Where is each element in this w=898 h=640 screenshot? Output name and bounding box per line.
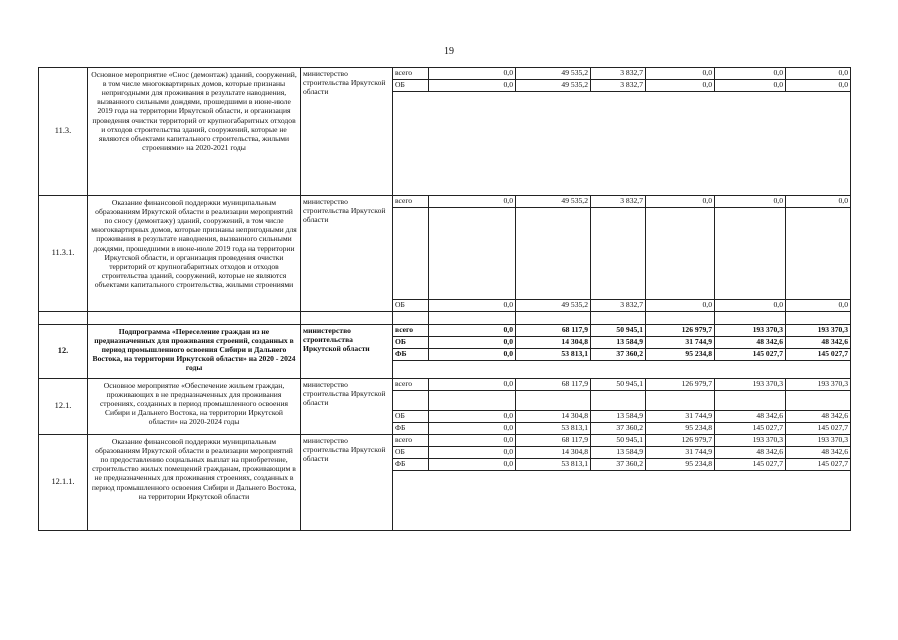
amount-cell: 31 744,9 xyxy=(646,411,715,423)
row-description: Оказание финансовой поддержки муниципальным образованиям Иркутской области в реализации мероприятий по предоставлению социальных выплат на приобретение, строительство жилых помещений гражданам, проживающим в не предназначенных для проживания строениях, созданных в период промышленного освоения Сибири и Дальнего Востока, на территории Иркутской области xyxy=(88,435,301,531)
row-description: Оказание финансовой поддержки муниципальным образованиям Иркутской области в реализации мероприятий по сносу (демонтажу) зданий, сооружений, в том числе многоквартирных домов, которые признаны непригодными для проживания в результате наводнения, вызванного сильными дождями, прошедшими в июне-июле 2019 года на территории Иркутской области, и организация проведения очистки территорий от крупногабаритных отходов и отходов строительства зданий, сооружений, которые не являются объектами капитального строительства, жилыми строениями xyxy=(88,196,301,312)
empty-cell xyxy=(715,208,786,300)
amount-cell: 0,0 xyxy=(429,196,516,208)
amount-cell: 48 342,6 xyxy=(786,447,851,459)
amount-cell: 0,0 xyxy=(715,80,786,92)
amount-cell: 48 342,6 xyxy=(715,447,786,459)
funding-source: ОБ xyxy=(393,337,429,349)
amount-cell: 31 744,9 xyxy=(646,337,715,349)
amount-cell: 0,0 xyxy=(429,349,516,361)
amount-cell: 49 535,2 xyxy=(516,196,591,208)
amount-cell: 95 234,8 xyxy=(646,459,715,471)
row-number: 11.3. xyxy=(39,68,88,196)
amount-cell: 50 945,1 xyxy=(591,325,646,337)
amount-cell: 0,0 xyxy=(429,423,516,435)
row-number: 12.1. xyxy=(39,379,88,435)
amount-cell: 193 370,3 xyxy=(786,325,851,337)
amount-cell: 50 945,1 xyxy=(591,379,646,391)
amount-cell: 3 832,7 xyxy=(591,80,646,92)
amount-cell: 0,0 xyxy=(429,379,516,391)
amount-cell: 68 117,9 xyxy=(516,325,591,337)
amount-cell: 95 234,8 xyxy=(646,423,715,435)
amount-cell: 37 360,2 xyxy=(591,349,646,361)
empty-cell xyxy=(429,312,516,325)
amount-cell: 13 584,9 xyxy=(591,411,646,423)
empty-cell xyxy=(393,391,429,411)
amount-cell: 50 945,1 xyxy=(591,435,646,447)
funding-source: всего xyxy=(393,435,429,447)
empty-cell xyxy=(516,391,591,411)
funding-source: ФБ xyxy=(393,349,429,361)
amount-cell: 0,0 xyxy=(429,68,516,80)
row-responsible: министерство строительства Иркутской области xyxy=(301,379,393,435)
funding-source: всего xyxy=(393,68,429,80)
amount-cell: 145 027,7 xyxy=(786,423,851,435)
amount-cell: 68 117,9 xyxy=(516,435,591,447)
amount-cell: 0,0 xyxy=(646,196,715,208)
amount-cell: 3 832,7 xyxy=(591,68,646,80)
funding-source: ОБ xyxy=(393,80,429,92)
funding-source: ОБ xyxy=(393,300,429,312)
amount-cell: 0,0 xyxy=(429,325,516,337)
row-description: Основное мероприятие «Обеспечение жильем граждан, проживающих в не предназначенных для проживания строениях, созданных в период промышленного освоения Сибири и Дальнего Востока, на территории Иркутской области» на 2020-2024 годы xyxy=(88,379,301,435)
funding-source: ФБ xyxy=(393,459,429,471)
funding-source: ОБ xyxy=(393,411,429,423)
amount-cell: 14 304,8 xyxy=(516,447,591,459)
amount-cell: 126 979,7 xyxy=(646,325,715,337)
amount-cell: 3 832,7 xyxy=(591,196,646,208)
page-number: 19 xyxy=(444,46,454,57)
amount-cell: 95 234,8 xyxy=(646,349,715,361)
empty-cell xyxy=(646,312,715,325)
amount-cell: 0,0 xyxy=(646,68,715,80)
funding-source: всего xyxy=(393,325,429,337)
amount-cell: 193 370,3 xyxy=(715,435,786,447)
empty-cell xyxy=(591,312,646,325)
amount-cell: 0,0 xyxy=(786,80,851,92)
amount-cell: 0,0 xyxy=(429,447,516,459)
amount-cell: 0,0 xyxy=(646,80,715,92)
amount-cell: 49 535,2 xyxy=(516,68,591,80)
empty-cell xyxy=(393,361,851,379)
amount-cell: 126 979,7 xyxy=(646,435,715,447)
amount-cell: 14 304,8 xyxy=(516,337,591,349)
row-number: 12.1.1. xyxy=(39,435,88,531)
amount-cell: 3 832,7 xyxy=(591,300,646,312)
empty-cell xyxy=(393,208,429,300)
empty-cell xyxy=(393,471,851,531)
empty-cell xyxy=(393,312,429,325)
amount-cell: 48 342,6 xyxy=(786,411,851,423)
funding-source: ОБ xyxy=(393,447,429,459)
empty-cell xyxy=(516,312,591,325)
empty-cell xyxy=(88,312,301,325)
budget-table xyxy=(38,67,851,531)
row-description: Подпрограмма «Переселение граждан из не предназначенных для проживания строений, созданных в период промышленного освоения Сибири и Дальнего Востока, на территории Иркутской области» на 2020 - 2024 годы xyxy=(88,325,301,379)
amount-cell: 0,0 xyxy=(429,411,516,423)
amount-cell: 31 744,9 xyxy=(646,447,715,459)
funding-source: всего xyxy=(393,196,429,208)
amount-cell: 0,0 xyxy=(429,459,516,471)
amount-cell: 68 117,9 xyxy=(516,379,591,391)
empty-cell xyxy=(715,312,786,325)
amount-cell: 49 535,2 xyxy=(516,80,591,92)
amount-cell: 53 813,1 xyxy=(516,423,591,435)
amount-cell: 0,0 xyxy=(429,80,516,92)
amount-cell: 37 360,2 xyxy=(591,423,646,435)
amount-cell: 145 027,7 xyxy=(786,349,851,361)
amount-cell: 193 370,3 xyxy=(715,379,786,391)
amount-cell: 13 584,9 xyxy=(591,337,646,349)
empty-cell xyxy=(786,391,851,411)
table-row xyxy=(39,435,851,447)
empty-cell xyxy=(786,208,851,300)
row-number: 12. xyxy=(39,325,88,379)
table-row xyxy=(39,325,851,337)
amount-cell: 0,0 xyxy=(715,300,786,312)
amount-cell: 193 370,3 xyxy=(786,435,851,447)
empty-cell xyxy=(646,391,715,411)
amount-cell: 37 360,2 xyxy=(591,459,646,471)
amount-cell: 0,0 xyxy=(429,300,516,312)
amount-cell: 0,0 xyxy=(786,300,851,312)
empty-cell xyxy=(591,208,646,300)
funding-source: всего xyxy=(393,379,429,391)
amount-cell: 0,0 xyxy=(786,68,851,80)
table-row xyxy=(39,68,851,80)
row-responsible: министерство строительства Иркутской области xyxy=(301,435,393,531)
amount-cell: 0,0 xyxy=(646,300,715,312)
amount-cell: 0,0 xyxy=(715,196,786,208)
amount-cell: 145 027,7 xyxy=(715,423,786,435)
amount-cell: 193 370,3 xyxy=(786,379,851,391)
amount-cell: 53 813,1 xyxy=(516,459,591,471)
amount-cell: 48 342,6 xyxy=(715,411,786,423)
row-number: 11.3.1. xyxy=(39,196,88,312)
row-description: Основное мероприятие «Снос (демонтаж) зданий, сооружений, в том числе многоквартирных домов, которые признаны непригодными для проживания в результате наводнения, вызванного сильными дождями, прошедшими в июне-июле 2019 года на территории Иркутской области, и организация проведения очистки территорий от крупногабаритных отходов и отходов строительства зданий, сооружений, которые не являются объектами капитального строительства, жилыми строениями» на 2020-2021 годы xyxy=(88,68,301,196)
amount-cell: 145 027,7 xyxy=(786,459,851,471)
row-responsible: министерство строительства Иркутской области xyxy=(301,196,393,312)
amount-cell: 48 342,6 xyxy=(715,337,786,349)
amount-cell: 53 813,1 xyxy=(516,349,591,361)
amount-cell: 193 370,3 xyxy=(715,325,786,337)
amount-cell: 49 535,2 xyxy=(516,300,591,312)
empty-cell xyxy=(429,391,516,411)
amount-cell: 0,0 xyxy=(715,68,786,80)
empty-cell xyxy=(786,312,851,325)
amount-cell: 0,0 xyxy=(786,196,851,208)
empty-cell xyxy=(429,208,516,300)
empty-cell xyxy=(516,208,591,300)
empty-cell xyxy=(393,92,851,196)
amount-cell: 126 979,7 xyxy=(646,379,715,391)
amount-cell: 145 027,7 xyxy=(715,459,786,471)
empty-cell xyxy=(301,312,393,325)
amount-cell: 14 304,8 xyxy=(516,411,591,423)
amount-cell: 0,0 xyxy=(429,337,516,349)
table-row xyxy=(39,379,851,391)
empty-cell xyxy=(39,312,88,325)
amount-cell: 145 027,7 xyxy=(715,349,786,361)
empty-cell xyxy=(646,208,715,300)
row-responsible: министерство строительства Иркутской области xyxy=(301,325,393,379)
table-row-spacer xyxy=(39,312,851,325)
amount-cell: 48 342,6 xyxy=(786,337,851,349)
empty-cell xyxy=(715,391,786,411)
amount-cell: 13 584,9 xyxy=(591,447,646,459)
table-row xyxy=(39,196,851,208)
empty-cell xyxy=(591,391,646,411)
amount-cell: 0,0 xyxy=(429,435,516,447)
funding-source: ФБ xyxy=(393,423,429,435)
row-responsible: министерство строительства Иркутской области xyxy=(301,68,393,196)
